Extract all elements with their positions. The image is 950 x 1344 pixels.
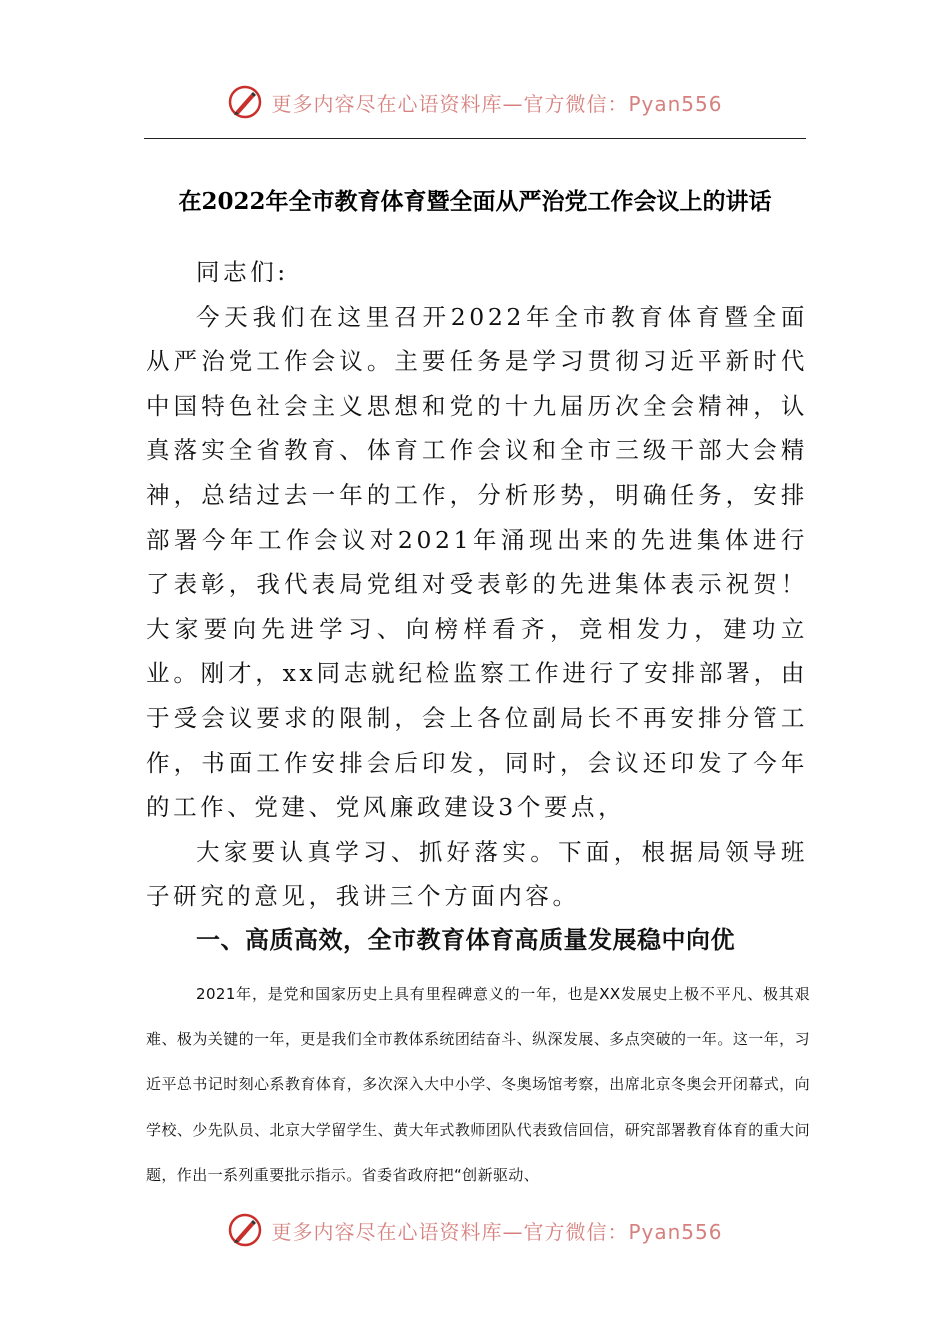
speech-body (146, 250, 808, 919)
header-rule (144, 138, 806, 139)
header-watermark (0, 80, 950, 124)
greeting: 同志们: (196, 258, 289, 286)
document-title: 在2022年全市教育体育暨全面从严治党工作会议上的讲话 (178, 188, 772, 215)
section-heading: 一、高质高效，全市教育体育高质量发展稳中向优 (196, 926, 735, 954)
section-paragraph: 2021年，是党和国家历史上具有里程碑意义的一年，也是XX发展史上极不平凡、极其艰难、极为关键的一年，更是我们全市教体系统团结奋斗、纵深发展、多点突破的一年。这一年，习近平总书记时刻心系教育体育，多次深入大中小学、冬奥场馆考察，出席北京冬奥会开闭幕式，向学校、少先队员、北京大学留学生、黄大年式教师团队代表致信回信，研究部署教育体育的重大问题，作出一系列重要批示指示。省委省政府把“创新驱动、 (146, 985, 810, 1184)
section-body (146, 972, 810, 1198)
pen-logo-icon (227, 84, 263, 120)
watermark-text: 更多内容尽在心语资料库—官方微信：Pyan556 (271, 91, 723, 116)
paragraph-outline: 大家要认真学习、抓好落实。下面，根据局领导班子研究的意见，我讲三个方面内容。 (146, 837, 808, 911)
footer-watermark (0, 1208, 950, 1252)
watermark-text: 更多内容尽在心语资料库—官方微信：Pyan556 (271, 1219, 723, 1244)
paragraph-intro: 今天我们在这里召开2022年全市教育体育暨全面从严治党工作会议。主要任务是学习贯彻习近平新时代中国特色社会主义思想和党的十九届历次全会精神，认真落实全省教育、体育工作会议和全市三级干部大会精神，总结过去一年的工作，分析形势，明确任务，安排部署今年工作会议对2021年涌现出来的先进集体进行了表彰，我代表局党组对受表彰的先进集体表示祝贺！大家要向先进学习、向榜样看齐，竞相发力，建功立业。刚才，xx同志就纪检监察工作进行了安排部署，由于受会议要求的限制，会上各位副局长不再安排分管工作，书面工作安排会后印发，同时，会议还印发了今年的工作、党建、党风廉政建设3个要点， (146, 302, 808, 822)
pen-logo-icon (227, 1212, 263, 1248)
